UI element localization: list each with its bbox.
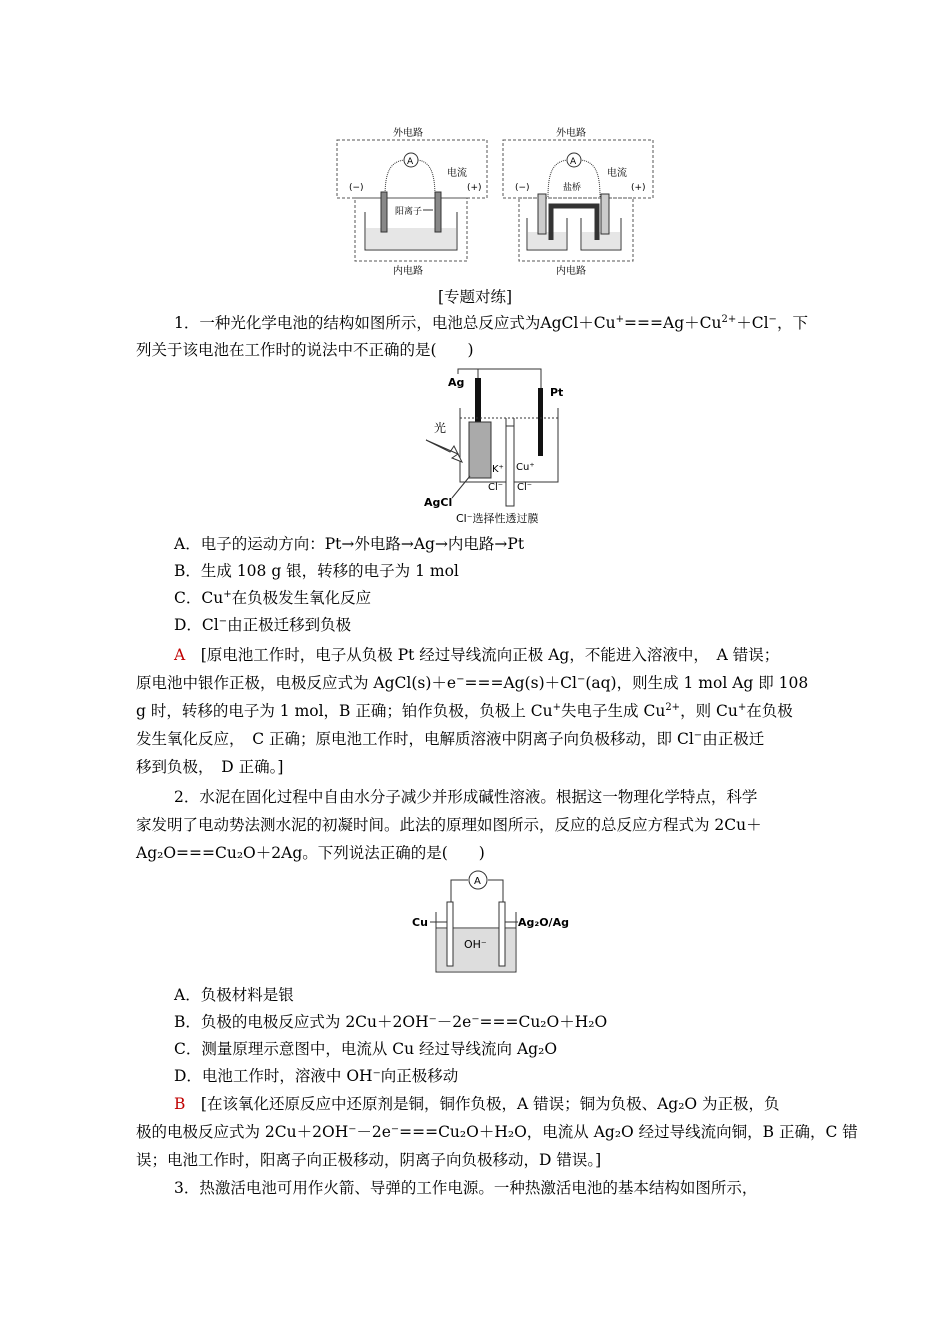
- cu-label: Cu: [412, 916, 428, 929]
- q2-stem-line-1: 2．水泥在固化过程中自由水分子减少并形成碱性溶液。根据这一物理化学特点，科学: [174, 788, 758, 806]
- q2-meter-label: A: [474, 876, 481, 887]
- q2-option-b: B．负极的电极反应式为 2Cu＋2OH⁻－2e⁻===Cu₂O＋H₂O: [174, 1013, 608, 1031]
- right-electrolyte-a: [528, 232, 566, 249]
- left-anode: [381, 192, 387, 232]
- left-current-label: 电流: [447, 168, 467, 179]
- cl-ion-left-label: Cl⁻: [488, 482, 504, 493]
- q1-answer: A: [174, 646, 186, 664]
- membrane-label: Cl⁻选择性透过膜: [456, 512, 539, 525]
- left-inner-circuit-label: 内电路: [393, 266, 423, 277]
- ag-electrode: [475, 378, 481, 422]
- ag-label: Ag: [448, 376, 465, 389]
- k-ion-label: K⁺: [492, 464, 504, 475]
- cu-ion-label: Cu⁺: [516, 462, 535, 473]
- left-electrolyte: [366, 228, 456, 249]
- cement-svg: [408, 868, 578, 978]
- ag2o-label: Ag₂O/Ag: [518, 916, 569, 929]
- left-outer-circuit-label: 外电路: [393, 128, 423, 139]
- q2-explanation-line-3: 误；电池工作时，阳离子向正极移动，阴离子向负极移动，D 错误。]: [136, 1151, 602, 1169]
- q1-option-d: D．Cl−由正极迁移到负极: [174, 615, 352, 634]
- oh-label: OH⁻: [464, 938, 487, 951]
- left-cathode: [435, 192, 441, 232]
- membrane-icon: [506, 426, 514, 506]
- right-current-label: 电流: [607, 168, 627, 179]
- right-inner-circuit-label: 内电路: [556, 266, 586, 277]
- pt-electrode: [538, 388, 543, 456]
- q2-option-d: D．电池工作时，溶液中 OH⁻向正极移动: [174, 1067, 459, 1085]
- q1-option-c: C．Cu+在负极发生氧化反应: [174, 588, 372, 607]
- q2-stem-line-3: Ag₂O===Cu₂O＋2Ag。下列说法正确的是( ): [136, 844, 485, 862]
- agcl-label: AgCl: [424, 496, 453, 509]
- q2-answer: B: [174, 1095, 186, 1113]
- cu-electrode: [447, 902, 453, 966]
- q1-explanation-line-4: 发生氧化反应， C 正确；原电池工作时，电解质溶液中阴离子向负极移动，即 Cl−由正极迁: [136, 729, 765, 748]
- right-anode: [538, 194, 546, 234]
- q2-explanation-line-1: B [在该氧化还原反应中还原剂是铜，铜作负极，A 错误；铜为负极、Ag₂O 为正极，负: [174, 1095, 780, 1113]
- pt-label: Pt: [550, 386, 564, 399]
- q2-option-a: A．负极材料是银: [174, 986, 294, 1004]
- right-meter-label: A: [570, 157, 577, 167]
- left-neg-label: (−): [349, 183, 364, 193]
- left-pos-label: (+): [467, 183, 482, 193]
- q1-option-a: A．电子的运动方向：Pt→外电路→Ag→内电路→Pt: [174, 535, 525, 553]
- left-meter-label: A: [407, 157, 414, 167]
- q1-explanation-line-2: 原电池中银作正极，电极反应式为 AgCl(s)＋e−===Ag(s)＋Cl−(aq)，则生成 1 mol Ag 即 108: [136, 673, 809, 692]
- cl-ion-right-label: Cl⁻: [517, 482, 533, 493]
- salt-bridge-label: 盐桥: [563, 183, 582, 193]
- right-outer-circuit-label: 外电路: [556, 128, 586, 139]
- q3-stem-line-1: 3．热激活电池可用作火箭、导弹的工作电源。一种热激活电池的基本结构如图所示，: [174, 1179, 758, 1197]
- light-arrow-icon: [426, 440, 462, 462]
- light-label: 光: [434, 421, 447, 435]
- right-pos-label: (+): [631, 183, 646, 193]
- figure-photochemical-cell: [418, 366, 583, 532]
- q1-explanation-line-1: A [原电池工作时，电子从负极 Pt 经过导线流向正极 Ag，不能进入溶液中， A 错误；: [174, 646, 780, 664]
- right-electrolyte-b: [582, 232, 620, 249]
- q1-stem-line-1: 1．一种光化学电池的结构如图所示，电池总反应式为$AgCl+Cu^+===Ag+Cu^{2+}+Cl^-$，下: [174, 313, 808, 332]
- figure-cement-cell: [408, 868, 578, 982]
- right-neg-label: (−): [515, 183, 530, 193]
- q1-stem-line-2: 列关于该电池在工作时的说法中不正确的是( ): [136, 341, 474, 359]
- q2-option-c: C．测量原理示意图中，电流从 Cu 经过导线流向 Ag₂O: [174, 1040, 558, 1058]
- q1-explanation-line-3: g 时，转移的电子为 1 mol，B 正确；铂作负极，负极上 Cu+失电子生成 $Cu^{2+}$，则 Cu+在负极: [136, 701, 793, 720]
- agcl-plate: [469, 422, 491, 478]
- q2-explanation-line-2: 极的电极反应式为 2Cu＋2OH⁻－2e⁻===Cu₂O＋H₂O，电流从 Ag₂O 经过导线流向铜，B 正确，C 错: [136, 1123, 858, 1141]
- right-cathode: [601, 194, 609, 234]
- section-title: [专题对练]: [437, 288, 513, 306]
- q1-explanation-line-5: 移到负极， D 正确。]: [136, 758, 284, 776]
- q1-option-b: B．生成 108 g 银，转移的电子为 1 mol: [174, 562, 459, 580]
- cell-svg: [418, 366, 583, 528]
- cation-label: 阳离子: [395, 207, 423, 217]
- figure-svg: [335, 122, 660, 282]
- figure-circuit-diagrams: [335, 122, 660, 286]
- ag2o-electrode: [499, 902, 505, 966]
- q2-stem-line-2: 家发明了电动势法测水泥的初凝时间。此法的原理如图所示，反应的总反应方程式为 2Cu＋: [136, 816, 762, 834]
